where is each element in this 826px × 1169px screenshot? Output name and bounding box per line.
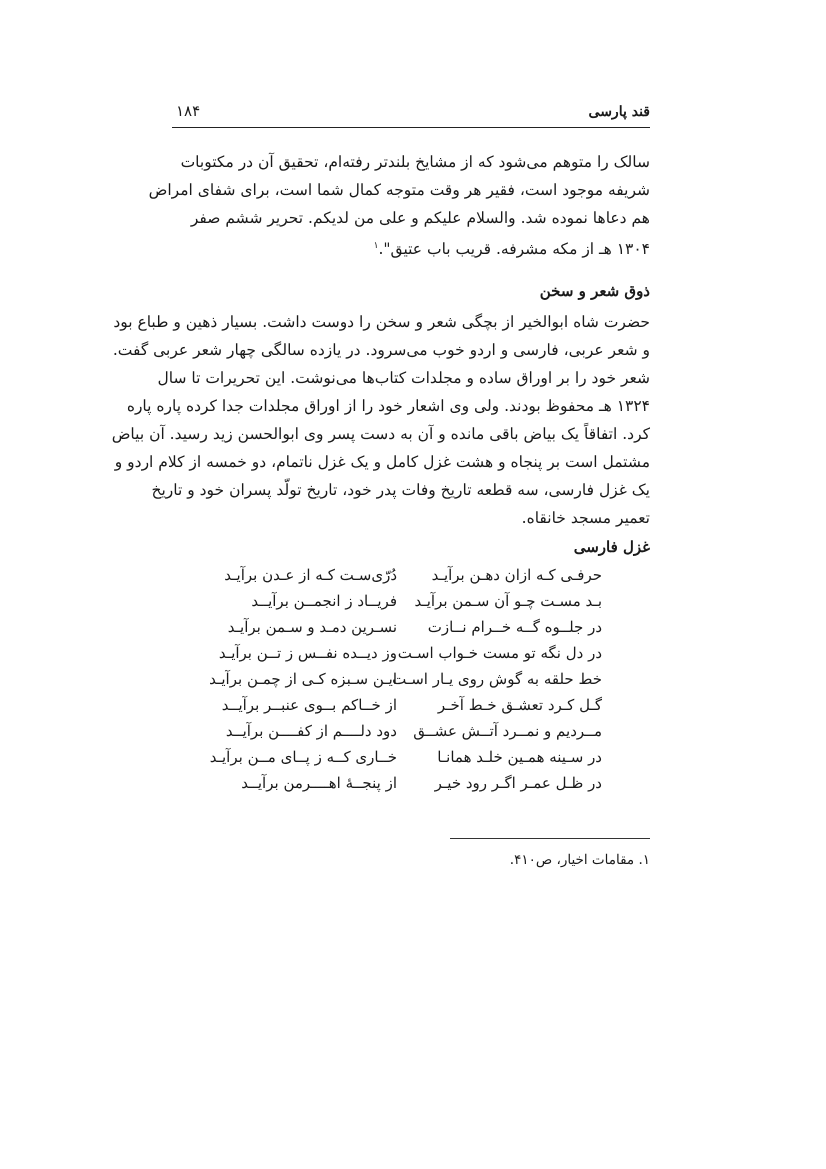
couplet <box>222 718 602 744</box>
paragraph-line: حضرت شاه ابوالخیر از بچگی شعر و سخن را دوست داشت. بسیار ذهین و طباع بود <box>113 313 650 331</box>
quoted-letter <box>148 148 650 263</box>
running-title: قند پارسی <box>588 104 650 120</box>
hemistich-first: در دل نگه تو مست خـواب اسـت <box>397 644 602 662</box>
quote-line: سالک را متوهم می‌شود که از مشایخ بلندتر رفته‌ام، تحقیق آن در مکتوبات <box>180 153 650 171</box>
hemistich-first: در ظـل عمـر اگـر رود خیـر <box>434 774 602 792</box>
hemistich-second: از پنجــۀ اهــــرمن برآیــد <box>241 774 397 792</box>
section-heading-persian-ghazal: غزل فارسی <box>573 538 650 556</box>
hemistich-second: دُرّی‌سـت کـه از عـدن برآیـد <box>224 566 397 584</box>
footnote-divider <box>450 838 650 839</box>
couplet <box>209 744 602 770</box>
hemistich-first: حرفـی کـه ازان دهـن برآیـد <box>431 566 602 584</box>
paragraph-line: کرد. اتفاقاً یک بیاض باقی مانده و آن به دست پسر وی ابوالحسن زید رسید. آن بیاض <box>111 425 650 443</box>
paragraph-line: شعر خود را بر اوراق ساده و مجلدات کتاب‌ها می‌نوشت. این تحریرات تا سال <box>157 369 650 387</box>
paragraph-line: مشتمل است بر پنجاه و هشت غزل کامل و یک غزل ناتمام، دو خمسه از کلام اردو و <box>114 453 650 471</box>
hemistich-second: دود دلــــم از کفــــن برآیــد <box>225 722 397 740</box>
hemistich-second: نسـرین دمـد و سـمن برآیـد <box>227 618 397 636</box>
paragraph-line: تعمیر مسجد خانقاه. <box>521 509 650 527</box>
couplet <box>222 588 602 614</box>
hemistich-first: در جلــوه گــه خــرام نــازت <box>427 618 602 636</box>
hemistich-first: مــردیم و نمــرد آتــش عشــق <box>413 722 602 740</box>
couplet <box>222 614 602 640</box>
hemistich-first: بـد مسـت چـو آن سـمن برآیـد <box>414 592 602 610</box>
hemistich-second: از خــاکم بــوی عنبــر برآیــد <box>221 696 397 714</box>
couplet <box>222 562 602 588</box>
paragraph-line: و شعر عربی، فارسی و اردو خوب می‌سرود. در یازده سالگی چهار شعر عربی گفت. <box>112 341 650 359</box>
footnote-marker: ۱ <box>373 241 379 251</box>
hemistich-second: خــاری کــه ز پــای مــن برآیـد <box>209 748 397 766</box>
paragraph-line: یک غزل فارسی، سه قطعه تاریخ وفات پدر خود، تاریخ تولّد پسران خود و تاریخ <box>151 481 650 499</box>
couplet <box>222 770 602 796</box>
hemistich-second: فریــاد ز انجمــن برآیــد <box>251 592 397 610</box>
hemistich-first: خط حلقه به گوش روی یـار اسـت <box>392 670 602 688</box>
couplet <box>222 692 602 718</box>
page-number: ۱۸۴ <box>176 102 201 120</box>
section-heading-poetry-taste: ذوق شعر و سخن <box>539 282 650 300</box>
ghazal-poem <box>209 562 602 796</box>
quote-line-text: ۱۳۰۴ هـ از مکه مشرفه. قریب باب عتیق". <box>378 240 650 259</box>
couplet <box>209 666 602 692</box>
couplet <box>218 640 602 666</box>
quote-line: هم دعاها نموده شد. والسلام علیکم و علی من لدیکم. تحریر ششم صفر <box>190 209 650 227</box>
section-paragraph <box>111 308 650 532</box>
page-header <box>172 100 650 128</box>
quote-line-last <box>200 232 650 263</box>
quote-line: شریفه موجود است، فقیر هر وقت متوجه کمال شما است، برای شفای امراض <box>148 181 650 199</box>
paragraph-line: ۱۳۲۴ هـ محفوظ بودند. ولی وی اشعار خود را از اوراق مجلدات جدا کرده پاره پاره <box>126 397 650 415</box>
hemistich-first: در سـینه همـین خلـد همانـا <box>437 748 602 766</box>
hemistich-second: وز دیــده نفــس ز تــن برآیـد <box>218 644 397 662</box>
footnote: ۱. مقامات اخیار، ص۴۱۰. <box>509 852 650 868</box>
hemistich-first: گـل کـرد تعشـق خـط آخـر <box>437 696 602 714</box>
hemistich-second: ایـن سـبزه کـی از چمـن برآیـد <box>209 670 397 688</box>
